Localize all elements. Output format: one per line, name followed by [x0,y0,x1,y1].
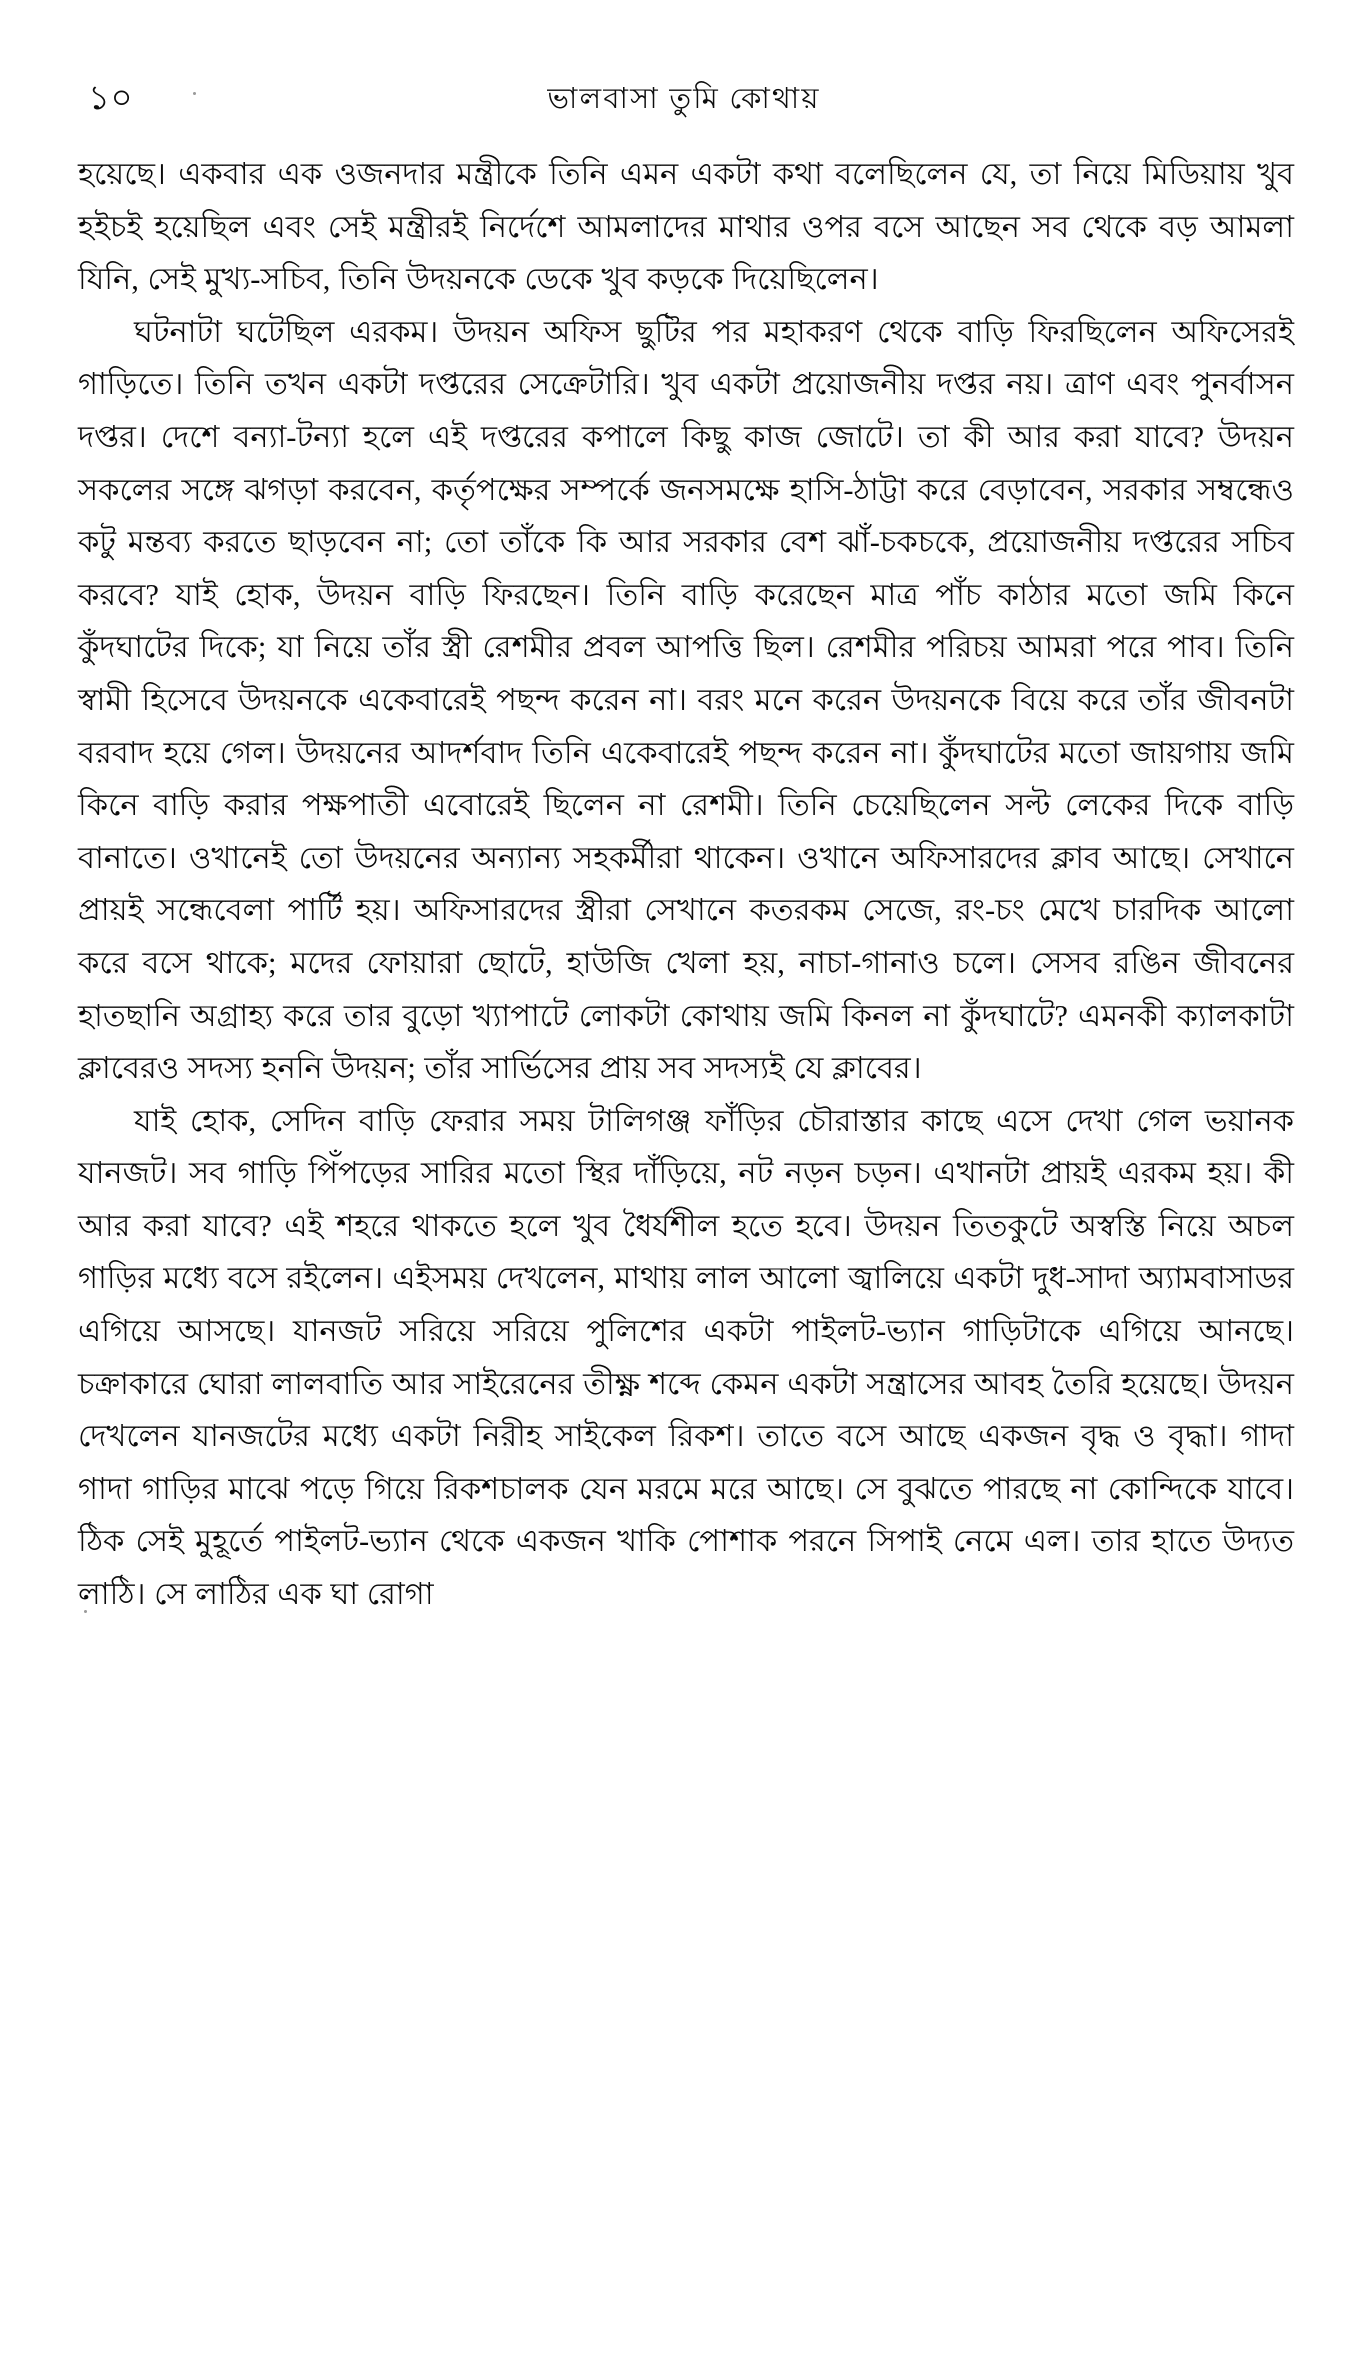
paragraph: ঘটনাটা ঘটেছিল এরকম। উদয়ন অফিস ছুটির পর মহাকরণ থেকে বাড়ি ফিরছিলেন অফিসেরই গাড়িতে। তিনি তখন একটা দপ্তরের সেক্রেটারি। খুব একটা প্রয়োজনীয় দপ্তর নয়। ত্রাণ এবং পুনর্বাসন দপ্তর। দেশে বন্যা-টন্যা হলে এই দপ্তরের কপালে কিছু কাজ জোটে। তা কী আর করা যাবে? উদয়ন সকলের সঙ্গে ঝগড়া করবেন, কর্তৃপক্ষের সম্পর্কে জনসমক্ষে হাসি-ঠাট্টা করে বেড়াবেন, সরকার সম্বন্ধেও কটু মন্তব্য করতে ছাড়বেন না; তো তাঁকে কি আর সরকার বেশ ঝাঁ-চকচকে, প্রয়োজনীয় দপ্তরের সচিব করবে? যাই হোক, উদয়ন বাড়ি ফিরছেন। তিনি বাড়ি করেছেন মাত্র পাঁচ কাঠার মতো জমি কিনে কুঁদঘাটের দিকে; যা নিয়ে তাঁর স্ত্রী রেশমীর প্রবল আপত্তি ছিল। রেশমীর পরিচয় আমরা পরে পাব। তিনি স্বামী হিসেবে উদয়নকে একেবারেই পছন্দ করেন না। বরং মনে করেন উদয়নকে বিয়ে করে তাঁর জীবনটা বরবাদ হয়ে গেল। উদয়নের আদর্শবাদ তিনি একেবারেই পছন্দ করেন না। কুঁদঘাটের মতো জায়গায় জমি কিনে বাড়ি করার পক্ষপাতী এবোরেই ছিলেন না রেশমী। তিনি চেয়েছিলেন সল্ট লেকের দিকে বাড়ি বানাতে। ওখানেই তো উদয়নের অন্যান্য সহকর্মীরা থাকেন। ওখানে অফিসারদের ক্লাব আছে। সেখানে প্রায়ই সন্ধেবেলা পার্টি হয়। অফিসারদের স্ত্রীরা সেখানে কতরকম সেজে, রং-চং মেখে চারদিক আলো করে বসে থাকে; মদের ফোয়ারা ছোটে, হাউজি খেলা হয়, নাচা-গানাও চলে। সেসব রঙিন জীবনের হাতছানি অগ্রাহ্য করে তার বুড়ো খ্যাপাটে লোকটা কোথায় জমি কিনল না কুঁদঘাটে? এমনকী ক্যালকাটা ক্লাবেরও সদস্য হননি উদয়ন; তাঁর সার্ভিসের প্রায় সব সদস্যই যে ক্লাবের। [78,314,1294,1086]
paragraph: যাই হোক, সেদিন বাড়ি ফেরার সময় টালিগঞ্জ ফাঁড়ির চৌরাস্তার কাছে এসে দেখা গেল ভয়ানক যানজট। সব গাড়ি পিঁপড়ের সারির মতো স্থির দাঁড়িয়ে, নট নড়ন চড়ন। এখানটা প্রায়ই এরকম হয়। কী আর করা যাবে? এই শহরে থাকতে হলে খুব ধৈর্যশীল হতে হবে। উদয়ন তিতকুটে অস্বস্তি নিয়ে অচল গাড়ির মধ্যে বসে রইলেন। এইসময় দেখলেন, মাথায় লাল আলো জ্বালিয়ে একটা দুধ-সাদা অ্যামবাসাডর এগিয়ে আসছে। যানজট সরিয়ে সরিয়ে পুলিশের একটা পাইলট-ভ্যান গাড়িটাকে এগিয়ে আনছে। চক্রাকারে ঘোরা লালবাতি আর সাইরেনের তীক্ষ্ণ শব্দে কেমন একটা সন্ত্রাসের আবহ তৈরি হয়েছে। উদয়ন দেখলেন যানজটের মধ্যে একটা নিরীহ সাইকেল রিকশ। তাতে বসে আছে একজন বৃদ্ধ ও বৃদ্ধা। গাদা গাদা গাড়ির মাঝে পড়ে গিয়ে রিকশচালক যেন মরমে মরে আছে। সে বুঝতে পারছে না কোন্দিকে যাবে। ঠিক সেই মুহূর্তে পাইলট-ভ্যান থেকে একজন খাকি পোশাক পরনে সিপাই নেমে এল। তার হাতে উদ্যত লাঠি। সে লাঠির এক ঘা রোগা [78,1103,1294,1612]
running-head-title: ভালবাসা তুমি কোথায় [547,83,821,115]
page-number: ১০ [88,80,134,117]
paragraph: হয়েছে। একবার এক ওজনদার মন্ত্রীকে তিনি এমন একটা কথা বলেছিলেন যে, তা নিয়ে মিডিয়ায় খুব হইচই হয়েছিল এবং সেই মন্ত্রীরই নির্দেশে আমলাদের মাথার ওপর বসে আছেন সব থেকে বড় আমলা যিনি, সেই মুখ্য-সচিব, তিনি উদয়নকে ডেকে খুব কড়কে দিয়েছিলেন। [78,157,1294,297]
ink-speck [193,92,196,95]
page-body-text [78,148,1294,1621]
page-header [0,72,1368,118]
